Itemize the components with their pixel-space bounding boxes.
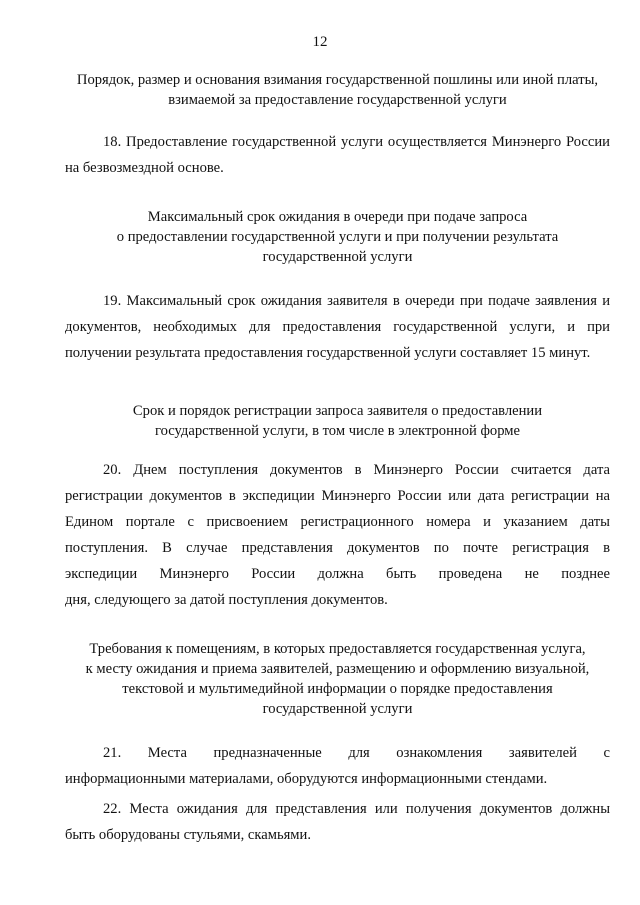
paragraph-line: Едином портале с присвоением регистрационного номера и указанием даты xyxy=(65,514,610,530)
paragraph-22 xyxy=(65,796,610,848)
paragraph-line: регистрации документов в экспедиции Минэнерго России или дата регистрации на xyxy=(65,488,610,504)
paragraph-line: информационными материалами, оборудуются информационными стендами. xyxy=(65,771,548,787)
paragraph-line: 22. Места ожидания для представления или получения документов должны xyxy=(103,801,610,817)
heading-line: взимаемой за предоставление государственной услуги xyxy=(168,92,507,108)
paragraph-line: документов, необходимых для предоставления государственной услуги, и при xyxy=(65,319,610,335)
paragraph-18 xyxy=(65,129,610,181)
heading-line: государственной услуги xyxy=(262,701,413,717)
heading-line: Максимальный срок ожидания в очереди при подаче запроса xyxy=(147,209,528,225)
paragraph-19 xyxy=(65,288,610,366)
heading-line: Порядок, размер и основания взимания государственной пошлины или иной платы, xyxy=(76,72,599,88)
paragraph-line: экспедиции Минэнерго России должна быть проведена не позднее xyxy=(65,566,610,582)
heading-line: Срок и порядок регистрации запроса заявителя о предоставлении xyxy=(132,403,543,419)
page-number: 12 xyxy=(312,34,328,50)
heading-line: Требования к помещениям, в которых предоставляется государственная услуга, xyxy=(89,641,586,657)
section-heading-fee xyxy=(60,70,615,110)
heading-line: о предоставлении государственной услуги и при получении результата xyxy=(116,229,559,245)
paragraph-line: получении результата предоставления государственной услуги составляет 15 минут. xyxy=(65,345,591,361)
paragraph-line: 18. Предоставление государственной услуги осуществляется Минэнерго России xyxy=(103,134,610,150)
heading-line: текстовой и мультимедийной информации о порядке предоставления xyxy=(122,681,553,697)
section-heading-registration xyxy=(60,401,615,441)
heading-line: государственной услуги xyxy=(262,249,413,265)
heading-line: к месту ожидания и приема заявителей, размещению и оформлению визуальной, xyxy=(85,661,590,677)
paragraph-line: дня, следующего за датой поступления документов. xyxy=(65,592,388,608)
paragraph-21 xyxy=(65,740,610,792)
paragraph-20 xyxy=(65,457,610,613)
heading-line: государственной услуги, в том числе в электронной форме xyxy=(154,423,521,439)
paragraph-line: на безвозмездной основе. xyxy=(65,160,224,176)
paragraph-line: поступления. В случае представления документов по почте регистрация в xyxy=(65,540,610,556)
section-heading-queue-time xyxy=(60,207,615,267)
section-heading-premises xyxy=(60,639,615,719)
paragraph-line: быть оборудованы стульями, скамьями. xyxy=(65,827,312,843)
paragraph-line: 21. Места предназначенные для ознакомления заявителей с xyxy=(103,745,610,761)
paragraph-line: 20. Днем поступления документов в Минэнерго России считается дата xyxy=(103,462,610,478)
paragraph-line: 19. Максимальный срок ожидания заявителя в очереди при подаче заявления и xyxy=(103,293,610,309)
